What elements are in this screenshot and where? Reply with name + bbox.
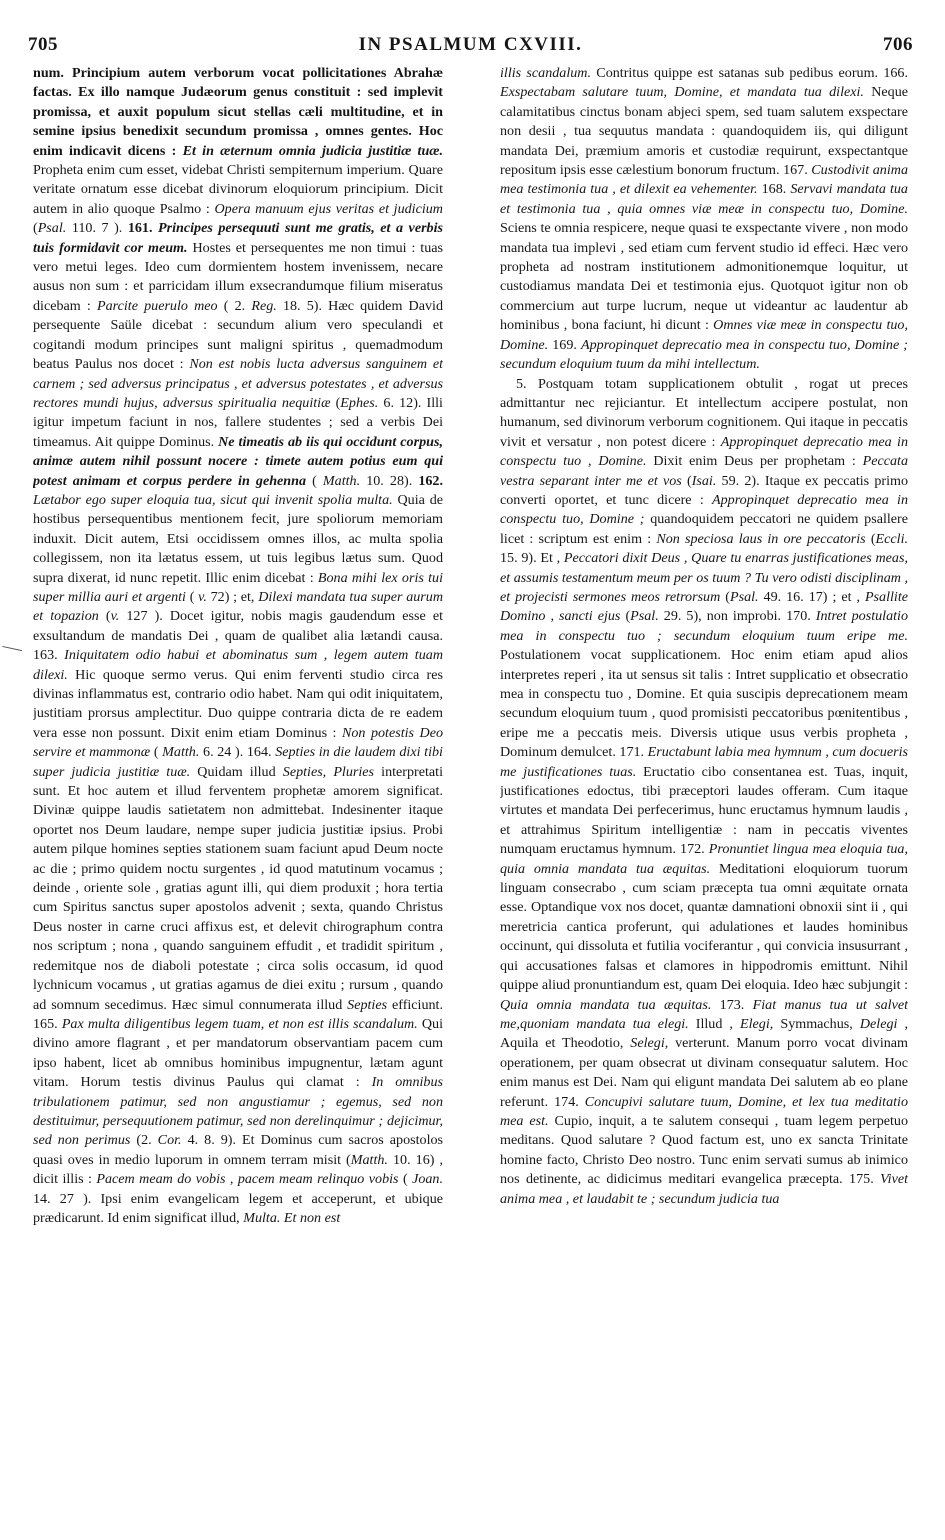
text-segment: ( [33,220,38,237]
text-segment: Ne timeatis ab iis qui occidunt corpus, animæ autem nihil possunt nocere : timete autem potius eum qui potest animam et corpus perdere in gehenna [33,433,443,489]
text-segment: Psal. [729,588,759,605]
text-segment: Dixit enim Deus per prophetam : [646,453,863,470]
text-segment: ( [681,472,692,489]
text-segment: Septies [347,996,388,1013]
text-segment: 18. 5). Hæc quidem David persequente Saüle dicebat : secundum alium vero speculandi et cogitandi modum principes sunt maligni spiritus , quemadmodum beatus Paulus nos docet : [33,297,443,373]
text-segment: 110. 7 ). [66,220,128,237]
text-segment: Cor. [157,1132,182,1149]
text-segment: 162. [418,472,443,489]
text-segment: Qui divino amore flagrant , et per mandatorum observantiam pacem cum ipso habent, licet ab omnibus hominibus impugnentur, lætam agunt vitam. Horum testis divinus Paulus qui clamat : [33,1015,443,1091]
text-segment: Meditationi eloquiorum tuorum linguam consecrabo , cum sciam præcepta tua omni æquitate ornata esse. Optandique vox nos docet, quantæ damnationi obnoxii sint ii , qui meretricia cantica proferunt, qui adulationes et laudes hominibus occinunt, qui dissoluta et futilia vociferantur , qui convicia insusurrant , qui accusationes falsas et clamores in hippodromis emittunt. Nihil quippe aliud pronuntiandum est, quam Dei eloquia. Ideo hæc subjungit : [500,860,908,994]
text-segment: Principes persequuti sunt me gratis, et a verbis tuis formidavit cor meum. [33,220,443,256]
text-segment: 4. 8. 9). Et Dominus cum sacros apostolos quasi oves in medio luporum in omnem terram misit ( [33,1132,443,1168]
text-segment: 127 ). Docet igitur, nobis magis gaudendum esse et exsultandum de mandatis Dei , quam de qualibet alia lætandi causa. 163. [33,608,443,664]
text-segment: Appropinquet deprecatio mea in conspectu tuo, Domine ; secundum eloquium tuum da mihi intellectum. [500,336,908,373]
left-column [33,64,443,1524]
text-segment: 59. 2). Itaque ex peccatis primo converti oportet, et tunc dicere : [500,472,908,508]
text-segment: 29. 5), non improbi. 170. [658,608,816,625]
text-segment: verterunt. Manum porro vocat divinam operationem, per quam obsecrat ut divinam consequatur salutem. Hoc enim manus est Dei. Nam qui eligunt mandata Dei salutem ab eo plane referunt. 174. [500,1035,908,1110]
text-segment: v. [110,608,120,625]
text-segment: 10. 28). [360,472,419,489]
text-segment: 173. [711,996,753,1013]
text-segment: Iniquitatem odio habui et abominatus sum , legem autem tuam dilexi. [33,647,443,683]
page-header [28,34,913,56]
text-segment: quandoquidem peccatori ne quidem psallere licet : scriptum est enim : [500,511,908,547]
right-column-paragraph-1 [500,64,908,375]
text-segment: Opera manuum ejus veritas et judicium [214,200,443,217]
text-segment: Delegi [859,1015,898,1032]
text-segment: 161. [127,220,153,237]
text-segment: Et in æternum omnia judicia justitiæ tuæ. [182,142,443,159]
text-segment: Septies, Pluries [282,763,375,780]
text-segment: Vivet anima mea , et laudabit te ; secundum judicia tua [500,1171,908,1207]
text-segment: Cupio, inquit, a te salutem consequi , tuam legem perpetuo meditans. Quod salutare ? Quod factum est, uno ex sancta Trinitate homine facto, Christo Deo nostro. Tunc enim servati sumus ab inimico nos detinente, ac didicimus meditari evangelica præcepta. 175. [500,1112,908,1188]
text-segment: Matth. [322,472,361,489]
page-number-right: 706 [883,34,913,55]
text-segment: Hic quoque sermo verus. Qui enim ferventi studio circa res divinas inflammatus est, contrario odio habet. Nam qui odit iniquitatem, justitiam prorsus amplectitur. Duo quippe contraria dicta de re eadem vera esse non possunt. Dixit enim etiam Dominus : [33,666,443,741]
text-segment: Contritus quippe est satanas sub pedibus eorum. 166. [591,65,908,81]
text-segment: 15. 9). Et , [500,550,564,567]
text-segment: Fiat manus tua ut salvet me,quoniam mandata tua elegi. [500,996,908,1032]
text-segment: efficiunt. 165. [33,996,443,1032]
text-segment: ( 2. [217,297,252,314]
text-segment: Matth. [162,744,200,761]
text-segment: Joan. [412,1171,443,1188]
text-segment: interpretati sunt. Et hoc autem et illud ferventem prophetæ amorem significat. Divinæ quippe laudis satietatem non admittebat. Indesinenter itaque oportet nos Deum laudare, nempe super judicia justitiæ ipsius. Probi autem pilque homines septies stationem suam faciunt apud Deum nocte ac die ; primo quidem noctu surgentes , id quod matutinum vocamus ; deinde , oriente sole , gratias agunt illi, qui diem produxit ; hora tertia cum Spiritus sanctus super apostolos advenit ; sexta, quando Christus Deus noster in carne cruci affixus est, et delevit chirographum contra nos scriptum ; nona , quando sanguinem effudit , et tradidit spiritum , redemitque nos de diaboli potestate ; circa solis occasum, id quod lychnicum vocamus , ut gratias agamus de diei exitu ; rursum , quando ad somnum secedimus. Hæc simul connumerata illud [33,763,443,1013]
text-segment: Bona mihi lex oris tui super millia auri et argenti [33,569,443,605]
text-segment: Matth. [350,1151,388,1168]
text-segment: Eccli. [875,530,908,547]
text-segment: 169. [548,336,581,353]
text-segment: Psal. [37,220,67,237]
text-segment: Illud , [688,1015,741,1032]
text-segment: Pronuntiet lingua mea eloquia tua, quia omnia mandata tua æquitas. [500,841,908,877]
text-segment: ( [98,608,111,625]
text-segment: 14. 27 ). Ipsi enim evangelicam legem et acceperunt, et ubique prædicarunt. Id enim significat illud, [33,1190,443,1226]
text-segment: Non speciosa laus in ore peccatoris [656,530,866,547]
text-segment: ( [330,394,341,411]
text-segment: Lætabor ego super eloquia tua, sicut qui invenit spolia multa. [33,491,393,508]
text-segment: ( [720,588,730,605]
text-segment: ( [865,530,876,547]
running-title: IN PSALMUM CXVIII. [358,34,583,55]
text-segment: Servavi mandata tua et testimonia tua , quia omnes viæ meæ in conspectu tuo, Domine. [500,181,908,217]
left-column-text [33,64,443,1228]
text-segment: Reg. [251,297,277,314]
text-segment: Quidam illud [190,763,283,780]
text-segment: Non potestis Deo servire et mammonæ [33,724,443,761]
text-segment: Pacem meam do vobis , pacem meam relinquo vobis [96,1171,399,1188]
text-segment: Neque calamitatibus cinctus bonam abjeci spem, sed tuam salutem exspectare non desii , tua sequutus mandata : quandoquidem iis, qui diligunt mandata Dei, præmium amoris et custodiæ requirunt, exspectantque repositum ipsis esse cælestium bonorum fructum. 167. [500,84,908,179]
text-segment: 5. Postquam totam supplicationem obtulit , rogat ut preces admittantur nec rejiciantur. Et intellectum accipere postulat, non humanum, sed divinorum verborum cognitionem. Qui itaque in peccatis vivit et versatur , non potest dicere : [500,375,908,450]
text-segment: Appropinquet deprecatio mea in conspectu tuo , Domine. [500,433,908,470]
text-segment: , Aquila et Theodotio, [500,1015,908,1052]
text-segment: Omnes viæ meæ in conspectu tuo, Domine. [500,317,908,353]
text-segment: illis scandalum. [500,65,592,81]
text-segment: Peccata vestra separant inter me et vos [500,453,908,489]
text-segment: Eructabunt labia mea hymnum , cum docueris me justificationes tuas. [500,744,908,780]
text-segment: Non est nobis lucta adversus sanguinem et carnem ; sed adversus principatus , et adversus potestates , et adversus rectores mundi hujus, adversus spiritualia nequitiæ [33,356,443,411]
text-segment: Peccatori dixit Deus , Quare tu enarras justificationes meas, et assumis testamentum meum per os tuum ? Tu vero odisti disciplinam , et projecisti sermones meos retrorsum [500,550,908,605]
right-column [500,64,908,1524]
text-segment: Appropinquet deprecatio mea in conspectu tuo, Domine ; [500,491,908,528]
text-segment: Septies in die laudem dixi tibi super judicia justitiæ tuæ. [33,744,443,780]
text-segment: Hostes et persequentes me non timui : tuas vero metui leges. Ideo cum dormientem hostem invenissem, necare ausus non sum : et parricidam illum exsecrandumque filium miseratus dicebam : [33,239,443,314]
text-segment: 168. [757,181,791,198]
text-segment: Postulationem vocat supplicationem. Hoc enim etiam apud alios interpretes reperi , ita ut sensus sit talis : Intret supplicatio et obsecratio mea in conspectu tuo , Domine. Et quia suscipis deprecationem meam secundum eloquium tuum , quod promisisti peccatoribus pœnitentibus , eripe me a peccatis meis. Diversis utique usus verbis propheta , Dominum demulcet. 171. [500,647,908,761]
text-segment: ( [150,744,163,761]
text-segment: Elegi, [740,1015,774,1032]
right-column-paragraph-2 [500,375,908,1209]
text-segment: v. [198,588,207,605]
text-segment: Intret postulatio mea in conspectu tuo ; secundum eloquium tuum eripe me. [500,608,908,644]
text-segment: ( [306,472,323,489]
text-segment: Ephes. [340,394,379,411]
text-segment: ( [398,1171,413,1188]
text-segment: 6. 24 ). 164. [199,744,276,761]
text-segment: Parcite puerulo meo [96,297,218,314]
text-segment: Psallite Domino , sancti ejus [500,588,908,625]
text-segment: 10. 16) , dicit illis : [33,1151,443,1188]
text-segment: Multa. Et non est [243,1209,341,1226]
text-segment: Psal. [630,608,659,625]
text-segment: Exspectabam salutare tuum, Domine, et mandata tua dilexi. [500,84,864,101]
text-segment: num. Principium autem verborum vocat pollicitationes Abrahæ factas. Ex illo namque Judæorum genus constituit : sed implevit promissa, et auxit populum sicut stellas cæli multitudine, et in semine ipsius benedixit secundum promissa , omnes gentes. Hoc enim indicavit dicens : [33,65,443,159]
text-segment: Selegi, [630,1035,669,1052]
text-segment: Pax multa diligentibus legem tuam, et non est illis scandalum. [61,1015,418,1032]
text-segment: Propheta enim cum esset, videbat Christi sempiternum imperium. Quare veritate ornatum esse dicebat divinorum eloquiorum principium. Dicit autem in alio quoque Psalmo : [33,162,443,217]
margin-mark [2,646,22,653]
text-segment: Isai. [691,472,717,489]
text-segment: (2. [130,1132,158,1149]
text-segment: Quia de hostibus persequentibus mentionem fecit, jure spoliorum memoriam induxit. Dicit autem, Etsi occidissem omnes illos, ac multa spolia collegissem, non ita lætatus essem, ut tuis legibus lætus sum. Quod supra dixerat, id nunc repetit. Illic enim dicebat : [33,491,443,586]
text-segment: ( [620,608,631,625]
text-segment: Symmachus, [773,1015,860,1032]
text-segment: In omnibus tribulationem patimur, sed non angustiamur ; egemus, sed non destituimur, persequutionem patimur, sed non derelinquimur ; dejicimur, sed non perimus [33,1074,443,1149]
text-segment: 49. 16. 17) ; et , [758,588,865,605]
text-segment: 72) ; et, [206,588,259,605]
page-number-left: 705 [28,34,58,55]
text-segment: Custodivit anima mea testimonia tua , et dilexit ea vehementer. [500,162,908,198]
text-segment: Concupivi salutare tuum, Domine, et lex tua meditatio mea est. [500,1093,908,1129]
text-segment: Dilexi mandata tua super aurum et topazion [33,588,443,625]
text-segment: 6. 12). Illi igitur impetum faciunt in nos, fallere studentes ; sed a verbis Dei timeamus. Ait quippe Dominus. [33,394,443,450]
text-segment: ( [185,588,199,605]
text-segment: Quia omnia mandata tua æquitas. [500,996,712,1013]
text-segment: Eructatio cibo consentanea est. Tuas, inquit, justificationes edoctus, tibi præceptori laudes offeram. Cum itaque virtutes et mandata Dei perfecerimus, hunc eructamus hymnum laudis , et attrahimus Spiritum intelligentiæ : nam in peccatis viventes numquam eructamus hymnum. 172. [500,763,908,858]
text-segment: Sciens te omnia respicere, neque quasi te exspectante vivere , non modo mandata tua implevi , sed etiam cum fervent studio id effeci. Hæc vero propheta ad nostram institutionem admonitionemque loquitur, ut custodiamus mandata Dei et testimonia ejus. Quotquot igitur non ob commercium aut turpe lucrum, neque ut videantur ac laudentur ab hominibus , bona faciunt, hi dicunt : [500,220,908,334]
